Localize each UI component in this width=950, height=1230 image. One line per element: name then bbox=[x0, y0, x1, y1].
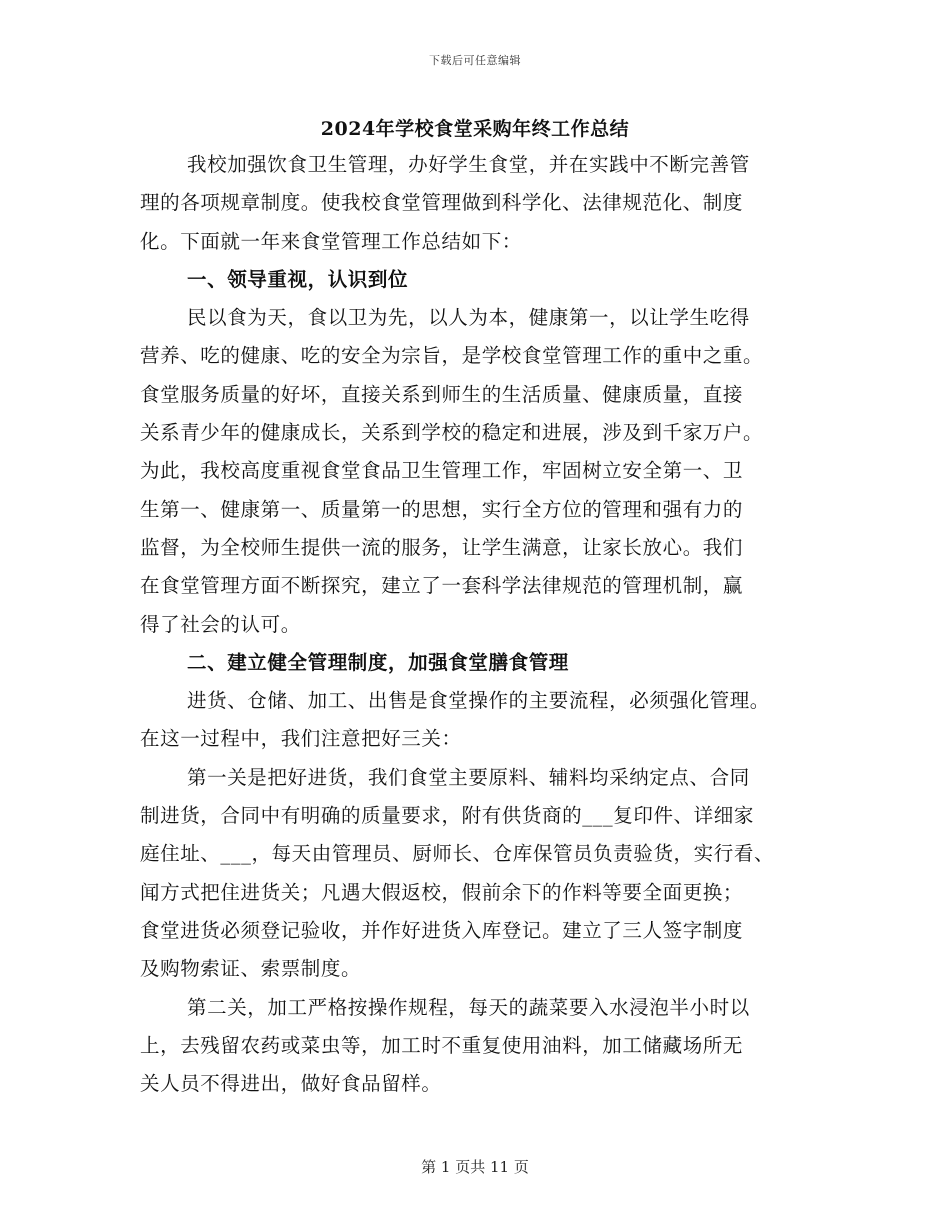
paragraph-line: 在食堂管理方面不断探究，建立了一套科学法律规范的管理机制，赢 bbox=[140, 574, 744, 598]
paragraph-line: 营养、吃的健康、吃的安全为宗旨，是学校食堂管理工作的重中之重。 bbox=[140, 344, 764, 368]
paragraph-line: 第二关，加工严格按操作规程，每天的蔬菜要入水浸泡半小时以 bbox=[187, 995, 750, 1019]
document-body bbox=[140, 146, 820, 1103]
document-title: 2024年学校食堂采购年终工作总结 bbox=[320, 118, 630, 140]
paragraph-line: 及购物索证、索票制度。 bbox=[140, 957, 362, 981]
paragraph-line: 在这一过程中，我们注意把好三关： bbox=[140, 727, 462, 751]
section-heading: 二、建立健全管理制度，加强食堂膳食管理 bbox=[187, 650, 569, 674]
paragraph-line: 制进货，合同中有明确的质量要求，附有供货商的___复印件、详细家 bbox=[140, 804, 754, 828]
paragraph-line: 得了社会的认可。 bbox=[140, 612, 301, 636]
paragraph-line: 为此，我校高度重视食堂食品卫生管理工作，牢固树立安全第一、卫 bbox=[140, 459, 744, 483]
paragraph-line: 食堂进货必须登记验收，并作好进货入库登记。建立了三人签字制度 bbox=[140, 918, 744, 942]
paragraph-line: 民以食为天，食以卫为先，以人为本，健康第一，以让学生吃得 bbox=[187, 306, 750, 330]
paragraph-line: 化。下面就一年来食堂管理工作总结如下： bbox=[140, 229, 522, 253]
paragraph-line: 食堂服务质量的好坏，直接关系到师生的生活质量、健康质量，直接 bbox=[140, 382, 744, 406]
paragraph-line: 闻方式把住进货关；凡遇大假返校，假前余下的作料等要全面更换； bbox=[140, 880, 744, 904]
paragraph-line: 监督，为全校师生提供一流的服务，让学生满意，让家长放心。我们 bbox=[140, 535, 744, 559]
paragraph-line: 关人员不得进出，做好食品留样。 bbox=[140, 1072, 442, 1096]
paragraph-line: 关系青少年的健康成长，关系到学校的稳定和进展，涉及到千家万户。 bbox=[140, 421, 764, 445]
paragraph-line: 我校加强饮食卫生管理，办好学生食堂，并在实践中不断完善管 bbox=[187, 153, 750, 176]
page-number-footer: 第 1 页共 11 页 bbox=[421, 1158, 529, 1176]
page-header-note: 下载后可任意编辑 bbox=[429, 54, 521, 67]
paragraph-line: 庭住址、___，每天由管理员、厨师长、仓库保管员负责验货，实行看、 bbox=[140, 842, 775, 866]
paragraph-line: 进货、仓储、加工、出售是食堂操作的主要流程，必须强化管理。 bbox=[187, 689, 770, 713]
paragraph-line: 上，去残留农药或菜虫等，加工时不重复使用油料，加工储藏场所无 bbox=[140, 1033, 744, 1057]
section-heading: 一、领导重视，认识到位 bbox=[187, 267, 409, 291]
paragraph-line: 生第一、健康第一、质量第一的思想，实行全方位的管理和强有力的 bbox=[140, 497, 744, 521]
paragraph-line: 理的各项规章制度。使我校食堂管理做到科学化、法律规范化、制度 bbox=[140, 191, 744, 215]
paragraph-line: 第一关是把好进货，我们食堂主要原料、辅料均采纳定点、合同 bbox=[187, 765, 750, 789]
